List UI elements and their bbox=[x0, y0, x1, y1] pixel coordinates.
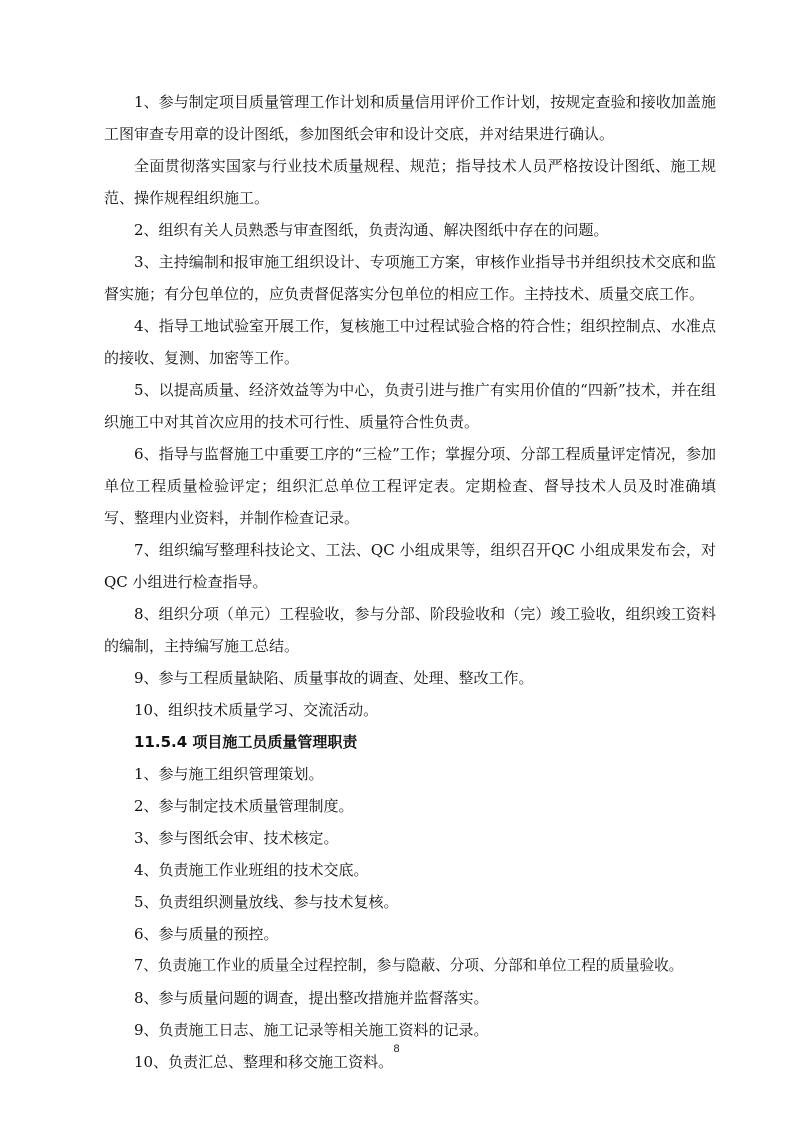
page-number: 8 bbox=[393, 1043, 400, 1055]
page-body bbox=[104, 86, 716, 1078]
section-item-2: 2、参与制定技术质量管理制度。 bbox=[134, 797, 354, 815]
paragraph-7: 6、指导与监督施工中重要工序的“三检”工作；掌握分项、分部工程质量评定情况，参加单位工程质量检验评定；组织汇总单位工程评定表。定期检查、督导技术人员及时准确填写、整理内业资料，并制作检查记录。 bbox=[104, 445, 716, 527]
section-item-4: 4、负责施工作业班组的技术交底。 bbox=[134, 861, 369, 879]
paragraph-6: 5、以提高质量、经济效益等为中心，负责引进与推广有实用价值的“四新”技术，并在组织施工中对其首次应用的技术可行性、质量符合性负责。 bbox=[104, 381, 716, 431]
paragraph-11: 10、组织技术质量学习、交流活动。 bbox=[134, 701, 379, 719]
section-heading: 11.5.4 项目施工员质量管理职责 bbox=[134, 733, 358, 751]
section-item-10: 10、负责汇总、整理和移交施工资料。 bbox=[134, 1053, 394, 1071]
paragraph-5: 4、指导工地试验室开展工作，复核施工中过程试验合格的符合性；组织控制点、水准点的接收、复测、加密等工作。 bbox=[104, 317, 716, 367]
paragraph-3: 2、组织有关人员熟悉与审查图纸，负责沟通、解决图纸中存在的问题。 bbox=[134, 221, 609, 239]
section-item-5: 5、负责组织测量放线、参与技术复核。 bbox=[134, 893, 399, 911]
section-item-1: 1、参与施工组织管理策划。 bbox=[134, 765, 324, 783]
section-item-7: 7、负责施工作业的质量全过程控制，参与隐蔽、分项、分部和单位工程的质量验收。 bbox=[134, 957, 684, 974]
paragraph-8: 7、组织编写整理科技论文、工法、QC 小组成果等，组织召开QC 小组成果发布会，对 QC 小组进行检查指导。 bbox=[104, 541, 716, 591]
section-item-9: 9、负责施工日志、施工记录等相关施工资料的记录。 bbox=[134, 1021, 489, 1039]
section-item-3: 3、参与图纸会审、技术核定。 bbox=[134, 829, 339, 847]
section-item-8: 8、参与质量问题的调查，提出整改措施并监督落实。 bbox=[134, 989, 489, 1007]
section-item-6: 6、参与质量的预控。 bbox=[134, 925, 279, 943]
paragraph-1: 1、参与制定项目质量管理工作计划和质量信用评价工作计划，按规定查验和接收加盖施工图审查专用章的设计图纸，参加图纸会审和设计交底，并对结果进行确认。 bbox=[104, 93, 716, 143]
paragraph-10: 9、参与工程质量缺陷、质量事故的调查、处理、整改工作。 bbox=[134, 669, 534, 687]
paragraph-2: 全面贯彻落实国家与行业技术质量规程、规范；指导技术人员严格按设计图纸、施工规范、操作规程组织施工。 bbox=[104, 157, 716, 207]
paragraph-9: 8、组织分项（单元）工程验收，参与分部、阶段验收和（完）竣工验收，组织竣工资料的编制，主持编写施工总结。 bbox=[104, 605, 716, 655]
paragraph-4: 3、主持编制和报审施工组织设计、专项施工方案，审核作业指导书并组织技术交底和监督实施；有分包单位的，应负责督促落实分包单位的相应工作。主持技术、质量交底工作。 bbox=[104, 253, 716, 303]
